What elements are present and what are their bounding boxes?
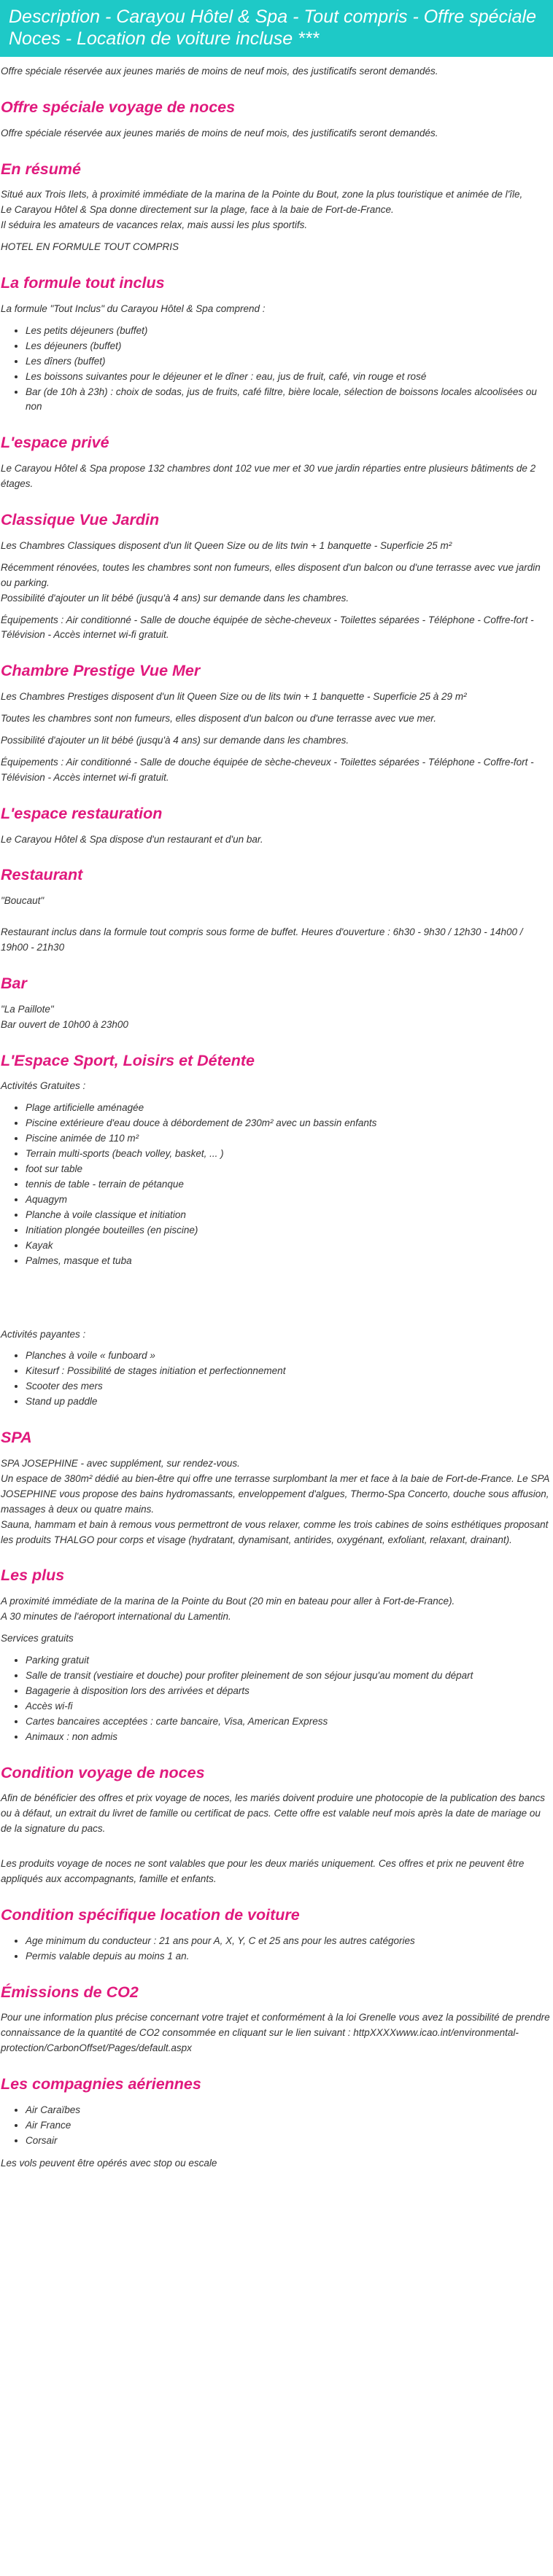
services-label: Services gratuits xyxy=(1,1633,74,1644)
co2-text: Pour une information plus précise concernant votre trajet et conformément à la loi Grenelle vous avez la possibilité de prendre connaissance de la quantité de CO2 consommée en cliquant sur le lien suivant : httpXXXXwww.icao.int/environmental-protection/CarbonOffset/Pages/default.aspx xyxy=(1,2012,550,2054)
resume-line: Le Carayou Hôtel & Spa donne directement sur la plage, face à la baie de Fort-de-France. xyxy=(1,204,394,216)
resume-line: Il séduira les amateurs de vacances relax, mais aussi les plus sportifs. xyxy=(1,219,308,231)
classique-text: Récemment rénovées, toutes les chambres sont non fumeurs, elles disposent d'un balcon ou d'une terrasse avec vue jardin ou parking. xyxy=(1,561,541,588)
resume-formula: HOTEL EN FORMULE TOUT COMPRIS xyxy=(1,241,179,253)
page-title: Description - Carayou Hôtel & Spa - Tout compris - Offre spéciale Noces - Location de voiture incluse *** xyxy=(0,0,553,57)
offre-text: Offre spéciale réservée aux jeunes mariés de moins de neuf mois, des justificatifs seront demandés. xyxy=(1,127,438,138)
restaurant-text: Restaurant inclus dans la formule tout compris sous forme de buffet. Heures d'ouverture : 6h30 - 9h30 / 12h30 - 14h00 / 19h00 - 21h30 xyxy=(1,926,523,953)
section-title-condition-noces: Condition voyage de noces xyxy=(1,1763,205,1781)
list-item: • Piscine animée de 110 m² xyxy=(26,1131,552,1147)
section-title-compagnies: Les compagnies aériennes xyxy=(1,2075,201,2093)
compagnies-footer: Les vols peuvent être opérés avec stop ou escale xyxy=(1,2157,217,2169)
bar-hours: Bar ouvert de 10h00 à 23h00 xyxy=(1,1018,128,1030)
spa-text: Sauna, hammam et bain à remous vous permettront de vous relaxer, comme les trois cabines de soins esthétiques proposant les produits THALGO pour corps et visage (hydratant, dynamisant, antirides, oxygénant, exfoliant, relaxant, drainant). xyxy=(1,1518,549,1545)
spa-text: SPA JOSEPHINE - avec supplément, sur rendez-vous. xyxy=(1,1457,240,1469)
list-item: • Accès wi-fi xyxy=(26,1699,552,1714)
spacer xyxy=(1,1276,552,1327)
list-item: • Scooter des mers xyxy=(26,1379,552,1394)
plus-text: A proximité immédiate de la marina de la Pointe du Bout (20 min en bateau pour aller à Fort-de-France). xyxy=(1,1596,455,1607)
classique-text: Les Chambres Classiques disposent d'un lit Queen Size ou de lits twin + 1 banquette - Superficie 25 m² xyxy=(1,539,452,551)
plus-text: A 30 minutes de l'aéroport international du Lamentin. xyxy=(1,1611,231,1623)
list-item: • Permis valable depuis au moins 1 an. xyxy=(26,1949,552,1964)
section-title-restauration: L'espace restauration xyxy=(1,804,163,822)
free-activities-list xyxy=(26,1101,552,1268)
list-item: • Cartes bancaires acceptées : carte bancaire, Visa, American Express xyxy=(26,1714,552,1730)
prestige-text: Les Chambres Prestiges disposent d'un lit Queen Size ou de lits twin + 1 banquette - Superficie 25 à 29 m² xyxy=(1,691,467,703)
resume-line: Situé aux Trois Ilets, à proximité immédiate de la marina de la Pointe du Bout, zone la plus touristique et animée de l'île, xyxy=(1,189,523,200)
section-title-classique: Classique Vue Jardin xyxy=(1,511,160,529)
list-item: • tennis de table - terrain de pétanque xyxy=(26,1177,552,1193)
list-item: • Les petits déjeuners (buffet) xyxy=(26,324,552,339)
list-item: • Stand up paddle xyxy=(26,1394,552,1410)
list-item: • Les boissons suivantes pour le déjeuner et le dîner : eau, jus de fruit, café, vin rouge et rosé xyxy=(26,370,552,385)
section-title-spa: SPA xyxy=(1,1429,32,1447)
section-title-restaurant: Restaurant xyxy=(1,866,83,884)
free-activities-label: Activités Gratuites : xyxy=(1,1080,86,1092)
section-title-offre: Offre spéciale voyage de noces xyxy=(1,98,236,116)
list-item: • Air France xyxy=(26,2118,552,2134)
condition-noces-text: Afin de bénéficier des offres et prix voyage de noces, les mariés doivent produire une photocopie de la publication des bancs ou à défaut, un extrait du livret de famille ou certificat de pacs. Cette offre est valable neuf mois après la date de mariage ou de la signature du pacs. xyxy=(1,1792,545,1835)
list-item: • Aquagym xyxy=(26,1193,552,1208)
classique-equipements: Équipements : Air conditionné - Salle de douche équipée de sèche-cheveux - Toilettes séparées - Téléphone - Coffre-fort - Télévision - Accès internet wi-fi gratuit. xyxy=(1,614,534,641)
list-item: • Kayak xyxy=(26,1238,552,1254)
formule-text: La formule "Tout Inclus" du Carayou Hôtel & Spa comprend : xyxy=(1,303,266,314)
list-item: • Kitesurf : Possibilité de stages initiation et perfectionnement xyxy=(26,1364,552,1379)
list-item: • Age minimum du conducteur : 21 ans pour A, X, Y, C et 25 ans pour les autres catégories xyxy=(26,1934,552,1949)
section-title-prestige: Chambre Prestige Vue Mer xyxy=(1,662,201,680)
formule-list xyxy=(26,324,552,415)
list-item: • foot sur table xyxy=(26,1162,552,1177)
section-title-bar: Bar xyxy=(1,975,27,993)
list-item: • Corsair xyxy=(26,2134,552,2149)
section-title-espace-prive: L'espace privé xyxy=(1,434,109,452)
description-content xyxy=(0,64,553,2171)
section-title-plus: Les plus xyxy=(1,1566,65,1585)
list-item: • Les déjeuners (buffet) xyxy=(26,339,552,354)
intro-text: Offre spéciale réservée aux jeunes mariés de moins de neuf mois, des justificatifs seront demandés. xyxy=(1,66,438,77)
list-item: • Palmes, masque et tuba xyxy=(26,1254,552,1269)
compagnies-list xyxy=(26,2103,552,2149)
paid-activities-list xyxy=(26,1349,552,1410)
services-list xyxy=(26,1653,552,1745)
list-item: • Piscine extérieure d'eau douce à débordement de 230m² avec un bassin enfants xyxy=(26,1116,552,1131)
classique-text: Possibilité d'ajouter un lit bébé (jusqu'à 4 ans) sur demande dans les chambres. xyxy=(1,592,349,604)
list-item: • Bar (de 10h à 23h) : choix de sodas, jus de fruits, café filtre, bière locale, sélection de boissons locales alcoolisées ou non xyxy=(26,385,552,415)
section-title-co2: Émissions de CO2 xyxy=(1,1983,139,2001)
list-item: • Planches à voile « funboard » xyxy=(26,1349,552,1364)
list-item: • Les dîners (buffet) xyxy=(26,354,552,370)
section-title-condition-voiture: Condition spécifique location de voiture xyxy=(1,1905,300,1924)
prestige-equipements: Équipements : Air conditionné - Salle de douche équipée de sèche-cheveux - Toilettes séparées - Téléphone - Coffre-fort - Télévision - Accès internet wi-fi gratuit. xyxy=(1,756,534,783)
list-item: • Terrain multi-sports (beach volley, basket, ... ) xyxy=(26,1147,552,1162)
list-item: • Animaux : non admis xyxy=(26,1730,552,1745)
list-item: • Planche à voile classique et initiation xyxy=(26,1208,552,1223)
restauration-text: Le Carayou Hôtel & Spa dispose d'un restaurant et d'un bar. xyxy=(1,833,263,845)
prestige-text: Possibilité d'ajouter un lit bébé (jusqu'à 4 ans) sur demande dans les chambres. xyxy=(1,734,349,746)
restaurant-name: "Boucaut" xyxy=(1,895,45,907)
condition-noces-text: Les produits voyage de noces ne sont valables que pour les deux mariés uniquement. Ces offres et prix ne peuvent être appliqués aux accompagnants, famille et enfants. xyxy=(1,1858,525,1885)
spacer xyxy=(1,1843,552,1857)
paid-activities-label: Activités payantes : xyxy=(1,1328,86,1340)
list-item: • Plage artificielle aménagée xyxy=(26,1101,552,1116)
espace-prive-text: Le Carayou Hôtel & Spa propose 132 chambres dont 102 vue mer et 30 vue jardin réparties entre plusieurs bâtiments de 2 étages. xyxy=(1,463,536,490)
list-item: • Air Caraïbes xyxy=(26,2103,552,2118)
list-item: • Bagagerie à disposition lors des arrivées et départs xyxy=(26,1684,552,1699)
list-item: • Salle de transit (vestiaire et douche) pour profiter pleinement de son séjour jusqu'au moment du départ xyxy=(26,1668,552,1684)
prestige-text: Toutes les chambres sont non fumeurs, elles disposent d'un balcon ou d'une terrasse avec vue mer. xyxy=(1,713,436,725)
section-title-sport: L'Espace Sport, Loisirs et Détente xyxy=(1,1051,255,1069)
condition-voiture-list xyxy=(26,1934,552,1964)
section-title-formule: La formule tout inclus xyxy=(1,274,165,292)
section-title-resume: En résumé xyxy=(1,160,81,178)
bar-name: "La Paillote" xyxy=(1,1003,54,1015)
spa-text: Un espace de 380m² dédié au bien-être qui offre une terrasse surplombant la mer et face à la baie de Fort-de-France. Le SPA JOSEPHINE vous propose des bains hydromassants, enveloppement d'algues, Thermo-Spa Concerto, douche sous affusion, massages à deux ou quatre mains. xyxy=(1,1472,549,1515)
list-item: • Parking gratuit xyxy=(26,1653,552,1668)
list-item: • Initiation plongée bouteilles (en piscine) xyxy=(26,1223,552,1238)
